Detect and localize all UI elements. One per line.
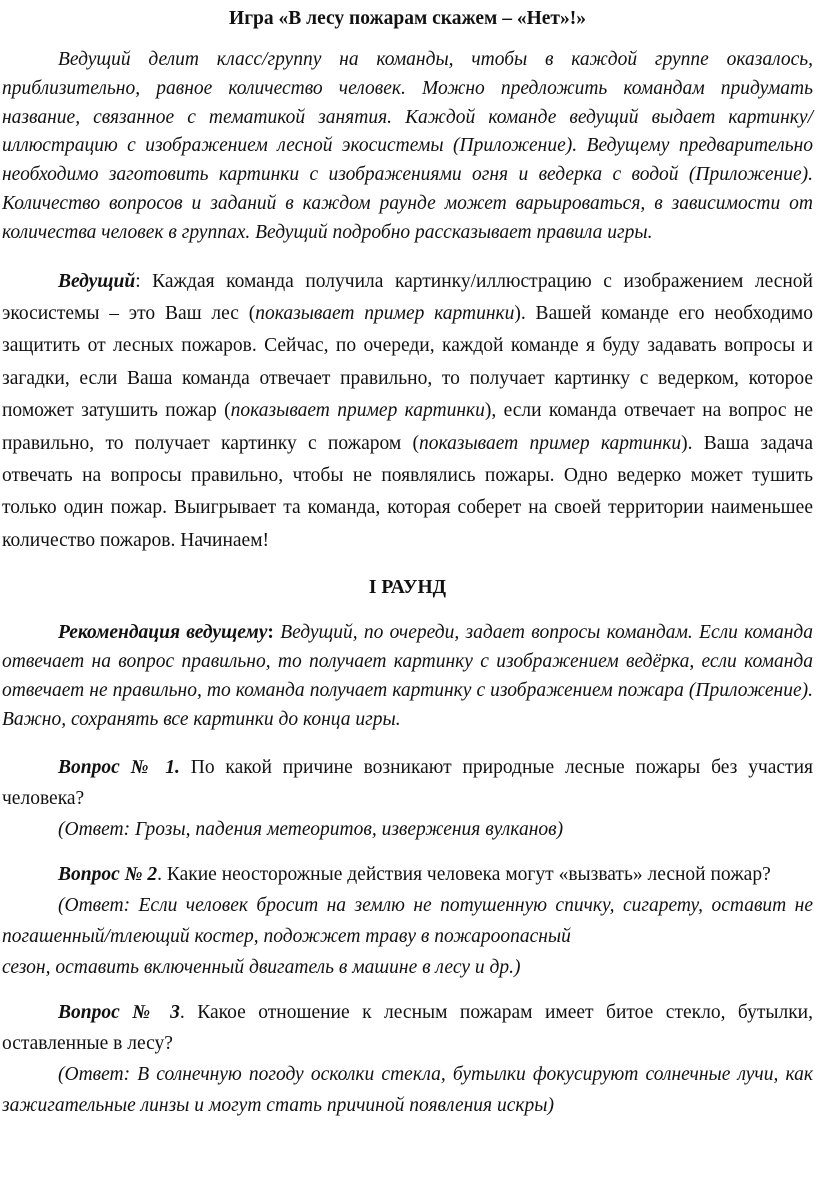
recommendation-colon: : [267,622,274,644]
question-1 [2,752,813,814]
question-2 [2,859,813,890]
recommendation-text: Ведущий, по очереди, задает вопросы командам. Если команда отвечает на вопрос правильно, то получает картинку с изображением ведёрка, если команда отвечает не правильно, то команда получает картинку с изображением пожара (Приложение). Важно, сохранять все картинки до конца игры. [2,622,813,730]
page-title: Игра «В лесу пожарам скажем – «Нет»!» [229,8,586,29]
question-1-text: По какой причине возникают природные лесные пожары без участия человека? [2,757,813,810]
answer-2-line-2: сезон, оставить включенный двигатель в машине в лесу и др.) [2,957,521,979]
stage-direction-3: показывает пример картинки [418,432,682,454]
question-3 [2,997,813,1059]
speaker-label: Ведущий [58,270,136,292]
intro-paragraph: Ведущий делит класс/группу на команды, чтобы в каждой группе оказалось, приблизительно, равное количество человек. Можно предложить командам придумать название, связанное с тематикой занятия. Каждой команде ведущий выдает картинку/иллюстрацию с изображением лесной экосистемы (Приложение). Ведущему предварительно необходимо заготовить картинки с изображениями огня и ведерка с водой (Приложение). Количество вопросов и заданий в каждом раунде может варьироваться, в зависимости от количества человек в группах. Ведущий подробно рассказывает правила игры. [2,49,813,243]
stage-direction-2: показывает пример картинки [230,400,485,422]
speech-text-4: ). Ваша задача отвечать на вопросы правильно, чтобы не появлялись пожары. Одно ведерко может тушить только один пожар. Выигрывает та команда, которая соберет на своей территории наименьшее количество пожаров. Начинаем! [2,432,813,551]
round-heading: I РАУНД [368,577,447,599]
host-speech-paragraph [2,266,813,558]
speech-text-2: ). Вашей команде его необходимо защитить от лесных пожаров. Сейчас, по очереди, каждой команде я буду задавать вопросы и загадки, если Ваша команда отвечает правильно, то получает картинку с ведерком, которое поможет затушить пожар ( [2,302,813,422]
answer-1: (Ответ: Грозы, падения метеоритов, извержения вулканов) [58,819,564,841]
question-2-label: Вопрос № 2 [58,864,158,886]
speech-text-1: Каждая команда получила картинку/иллюстрацию с изображением лесной экосистемы – это Ваш лес ( [2,270,813,324]
answer-3: (Ответ: В солнечную погоду осколки стекла, бутылки фокусируют солнечные лучи, как зажигательные линзы и могут стать причиной появления искры) [2,1064,813,1117]
question-1-label: Вопрос № 1. [58,757,180,779]
question-3-text: . Какое отношение к лесным пожарам имеет битое стекло, бутылки, оставленные в лесу? [2,1002,813,1055]
speaker-colon: : [135,270,141,292]
speech-text-3: ), если команда отвечает на вопрос не правильно, то получает картинку с пожаром ( [2,400,813,454]
recommendation-label: Рекомендация ведущему [58,622,268,644]
stage-direction-1: показывает пример картинки [255,302,515,324]
answer-2-line-1: (Ответ: Если человек бросит на землю не потушенную спичку, сигарету, оставит не погашенный/тлеющий костер, подожжет траву в пожароопасный [2,895,813,948]
recommendation-paragraph [2,619,813,734]
question-2-text: . Какие неосторожные действия человека могут «вызвать» лесной пожар? [157,864,771,886]
question-3-label: Вопрос № 3 [58,1002,180,1024]
